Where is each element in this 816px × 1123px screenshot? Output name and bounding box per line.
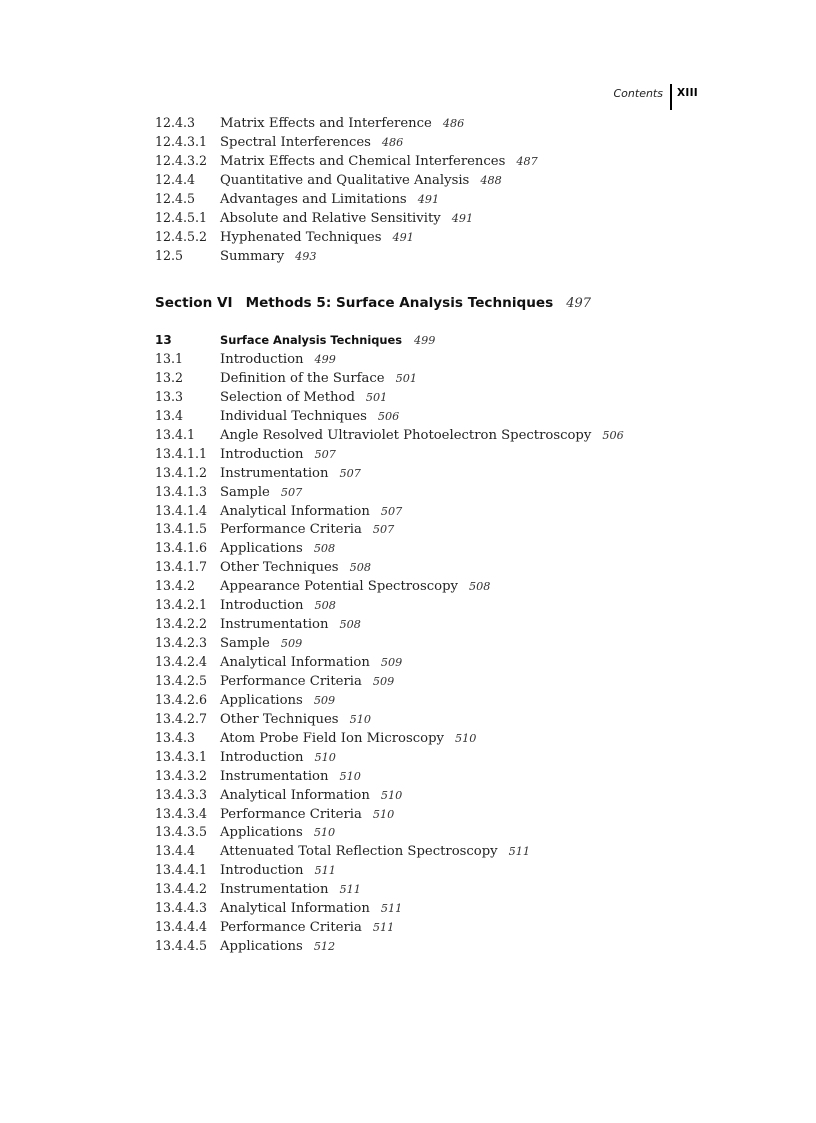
toc-entry-number: 13.4.1.5 xyxy=(155,521,208,537)
toc-entry xyxy=(155,171,755,190)
toc-entry-title: Hyphenated Techniques xyxy=(220,229,382,245)
toc-entry xyxy=(155,842,775,861)
toc-entry-number: 13.4.4 xyxy=(155,843,196,859)
toc-entry-number: 13.4.1.3 xyxy=(155,483,208,499)
toc-entry-title: Advantages and Limitations xyxy=(220,191,407,207)
toc-entry xyxy=(155,596,775,615)
toc-entry-title: Introduction xyxy=(220,749,304,765)
toc-entry-number: 13.1 xyxy=(155,351,184,366)
toc-entry-number: 12.4.5.1 xyxy=(155,209,208,225)
toc-entry-page: 511 xyxy=(339,883,361,897)
toc-entry-number: 12.4.3.2 xyxy=(155,152,208,168)
toc-entry xyxy=(155,634,775,653)
toc-entry-page: 507 xyxy=(380,504,403,518)
toc-entry-page: 509 xyxy=(380,656,403,669)
toc-entry xyxy=(155,691,775,710)
toc-entry-page: 491 xyxy=(451,211,474,225)
toc-entry-title: Performance Criteria xyxy=(220,920,362,936)
toc-entry-page: 501 xyxy=(395,371,417,385)
toc-entry-number: 13.4.1.4 xyxy=(155,502,208,518)
toc-entry-page: 509 xyxy=(313,693,336,707)
toc-entry-title: Analytical Information xyxy=(220,901,370,917)
toc-entry xyxy=(155,880,775,899)
toc-entry-title: Attenuated Total Reflection Spectroscopy xyxy=(220,844,498,860)
toc-entry-page: 511 xyxy=(372,921,395,935)
toc-entry-number: 13.4.4.3 xyxy=(155,900,208,916)
toc-entry xyxy=(155,710,775,729)
toc-entry xyxy=(155,388,775,407)
toc-entry-page: 493 xyxy=(295,249,317,263)
toc-entry xyxy=(155,133,755,152)
toc-entry-title: Other Techniques xyxy=(220,711,339,727)
toc-entry-number: 13.4.1.2 xyxy=(155,464,208,480)
toc-entry-page: 510 xyxy=(372,807,395,821)
toc-entry xyxy=(155,805,775,824)
toc-entry xyxy=(155,152,755,171)
toc-entry-page: 510 xyxy=(313,826,336,840)
toc-entry-page: 499 xyxy=(314,353,336,366)
toc-entry-number: 13.4.2.7 xyxy=(155,710,208,726)
toc-entry-page: 508 xyxy=(314,599,336,613)
toc-entry-title: Absolute and Relative Sensitivity xyxy=(220,210,441,226)
toc-entry xyxy=(155,426,775,445)
toc-entry xyxy=(155,350,775,369)
toc-entry-number: 13.4.2 xyxy=(155,578,196,594)
toc-entry-title: Performance Criteria xyxy=(220,806,362,822)
toc-entry xyxy=(155,672,775,691)
toc-entry-page: 510 xyxy=(339,769,361,783)
toc-entry xyxy=(155,520,775,539)
toc-entry-page: 509 xyxy=(372,674,395,688)
toc-entry-title: Definition of the Surface xyxy=(220,370,385,386)
toc-entry-title: Applications xyxy=(220,541,303,557)
toc-entry-number: 13.4.2.5 xyxy=(155,672,208,688)
toc-entry-page: 510 xyxy=(349,712,371,726)
toc-entry-page: 488 xyxy=(480,173,502,187)
toc-entry-title: Individual Techniques xyxy=(220,408,367,424)
toc-entry xyxy=(155,558,775,577)
toc-entry xyxy=(155,899,775,918)
toc-entry xyxy=(155,748,775,767)
toc-entry xyxy=(155,577,775,596)
section-title: Methods 5: Surface Analysis Techniques xyxy=(245,295,554,311)
toc-entry-page: 508 xyxy=(468,580,491,594)
toc-entry-number: 13.3 xyxy=(155,388,184,404)
toc-entry-title: Quantitative and Qualitative Analysis xyxy=(220,172,470,188)
toc-entry-number: 13.4.1.1 xyxy=(155,445,208,461)
chapter-title: Surface Analysis Techniques xyxy=(220,333,403,347)
toc-entry-title: Introduction xyxy=(220,446,304,462)
toc-entry-number: 13.4.4.1 xyxy=(155,862,208,878)
toc-entry xyxy=(155,228,755,247)
toc-entry-number: 12.4.3 xyxy=(155,115,196,130)
toc-entry-title: Analytical Information xyxy=(220,503,370,519)
toc-entry xyxy=(155,247,755,266)
toc-entry xyxy=(155,445,775,464)
toc-entry-number: 13.4.3.1 xyxy=(155,748,208,764)
toc-entry-page: 511 xyxy=(380,902,403,916)
toc-entry-number: 13.4.4.2 xyxy=(155,881,208,897)
toc-entry-title: Selection of Method xyxy=(220,389,355,405)
toc-entry-number: 13.4.1 xyxy=(155,426,196,442)
toc-entry-page: 510 xyxy=(314,750,336,764)
toc-entry-page: 508 xyxy=(349,561,371,575)
toc-entry xyxy=(155,861,775,880)
toc-entry-number: 13.4.3.3 xyxy=(155,786,208,802)
section-heading xyxy=(155,295,591,311)
toc-entry-number: 13.4.2.4 xyxy=(155,654,208,669)
toc-entry-title: Other Techniques xyxy=(220,560,339,576)
toc-entry-title: Introduction xyxy=(220,863,304,879)
toc-list-bottom xyxy=(155,350,775,956)
toc-entry-number: 12.4.4 xyxy=(155,171,196,187)
toc-entry xyxy=(155,729,775,748)
toc-entry-number: 13.4.1.7 xyxy=(155,559,208,575)
toc-entry xyxy=(155,209,755,228)
toc-entry-number: 13.4.3.4 xyxy=(155,805,208,821)
toc-entry xyxy=(155,539,775,558)
toc-entry xyxy=(155,918,775,937)
toc-entry-title: Angle Resolved Ultraviolet Photoelectron Spectroscopy xyxy=(220,427,592,443)
toc-entry xyxy=(155,464,775,483)
toc-entry-title: Instrumentation xyxy=(220,768,329,784)
page-number: XIII xyxy=(676,87,698,99)
header-divider xyxy=(670,84,672,110)
toc-entry-title: Performance Criteria xyxy=(220,522,362,538)
toc-entry-page: 506 xyxy=(602,428,624,442)
toc-entry xyxy=(155,502,775,521)
toc-entry-number: 12.4.5 xyxy=(155,190,196,206)
toc-entry xyxy=(155,823,775,842)
toc-entry-title: Matrix Effects and Interference xyxy=(220,116,432,131)
chapter-number: 13 xyxy=(155,333,172,347)
toc-entry-title: Analytical Information xyxy=(220,655,370,670)
toc-entry-page: 506 xyxy=(377,409,400,423)
running-header-label: Contents xyxy=(613,86,663,100)
toc-entry-number: 13.4.3.5 xyxy=(155,824,208,840)
toc-entry-title: Instrumentation xyxy=(220,617,329,633)
toc-entry-number: 13.4.3 xyxy=(155,729,196,745)
toc-entry-title: Applications xyxy=(220,825,303,841)
toc-entry-page: 507 xyxy=(280,485,303,499)
toc-entry-title: Instrumentation xyxy=(220,465,329,481)
toc-list-top xyxy=(155,114,755,266)
toc-entry-number: 13.4.2.6 xyxy=(155,691,208,707)
toc-entry-title: Matrix Effects and Chemical Interferences xyxy=(220,153,506,169)
toc-entry-page: 510 xyxy=(380,788,403,802)
section-number: Section VI xyxy=(155,295,233,311)
toc-entry xyxy=(155,937,775,956)
toc-entry-number: 13.4.2.2 xyxy=(155,616,208,632)
toc-entry-title: Summary xyxy=(220,248,285,264)
toc-entry-number: 13.4 xyxy=(155,407,184,423)
toc-entry-title: Applications xyxy=(220,939,303,955)
toc-entry-page: 501 xyxy=(365,390,388,404)
toc-entry-page: 507 xyxy=(314,447,336,461)
toc-entry-title: Analytical Information xyxy=(220,787,370,803)
toc-entry-number: 13.4.3.2 xyxy=(155,767,208,783)
toc-entry-page: 507 xyxy=(372,523,395,537)
toc-entry-number: 12.4.3.1 xyxy=(155,133,208,149)
toc-entry-page: 486 xyxy=(442,117,465,130)
toc-entry xyxy=(155,369,775,388)
toc-entry-number: 13.4.2.3 xyxy=(155,635,208,651)
running-header xyxy=(614,84,699,110)
toc-entry xyxy=(155,615,775,634)
toc-entry xyxy=(155,653,775,672)
toc-entry-number: 13.4.4.5 xyxy=(155,938,208,954)
toc-entry xyxy=(155,114,755,133)
toc-entry-number: 13.2 xyxy=(155,369,184,385)
toc-entry-page: 491 xyxy=(417,192,440,206)
toc-entry-page: 508 xyxy=(339,618,361,632)
toc-entry-title: Performance Criteria xyxy=(220,673,362,689)
toc-entry-title: Sample xyxy=(220,484,270,500)
toc-entry xyxy=(155,483,775,502)
toc-entry-page: 491 xyxy=(392,230,414,244)
toc-entry-page: 510 xyxy=(454,731,477,745)
chapter-page: 499 xyxy=(414,334,436,347)
toc-entry xyxy=(155,407,775,426)
toc-entry-title: Spectral Interferences xyxy=(220,134,371,150)
toc-entry xyxy=(155,190,755,209)
toc-entry-title: Atom Probe Field Ion Microscopy xyxy=(220,730,444,746)
toc-entry-title: Applications xyxy=(220,692,303,708)
toc-entry-page: 512 xyxy=(313,940,336,954)
toc-entry-number: 12.4.5.2 xyxy=(155,228,208,244)
toc-entry-number: 13.4.1.6 xyxy=(155,540,208,556)
toc-entry-page: 509 xyxy=(280,637,303,651)
toc-entry xyxy=(155,767,775,786)
toc-entry-title: Introduction xyxy=(220,598,304,614)
toc-entry-page: 487 xyxy=(516,154,538,168)
toc-entry-page: 486 xyxy=(381,135,404,149)
toc-entry-number: 13.4.4.4 xyxy=(155,919,208,935)
section-page: 497 xyxy=(566,296,592,311)
toc-entry xyxy=(155,786,775,805)
toc-entry-page: 507 xyxy=(339,466,361,480)
toc-entry-number: 13.4.2.1 xyxy=(155,597,208,613)
toc-entry-title: Introduction xyxy=(220,352,304,367)
toc-entry-page: 511 xyxy=(314,864,336,878)
toc-entry-title: Appearance Potential Spectroscopy xyxy=(220,579,458,595)
chapter-heading xyxy=(155,331,435,350)
toc-entry-title: Instrumentation xyxy=(220,882,329,898)
toc-entry-page: 508 xyxy=(313,542,336,556)
toc-entry-title: Sample xyxy=(220,636,270,652)
toc-entry-page: 511 xyxy=(508,845,530,859)
toc-entry-number: 12.5 xyxy=(155,247,184,263)
